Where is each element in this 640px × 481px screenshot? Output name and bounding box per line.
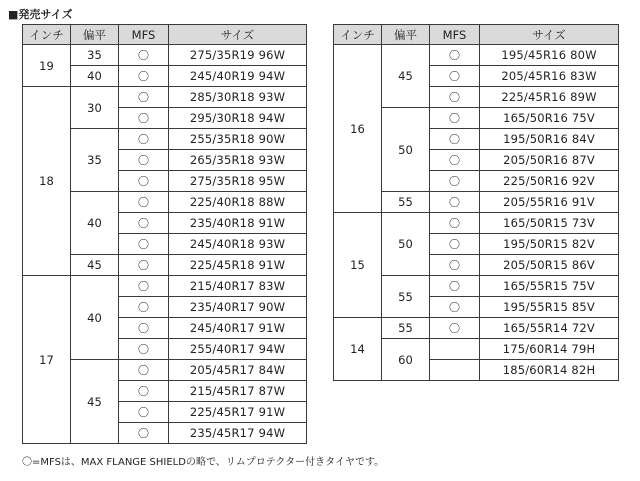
mfs-cell: 〇 (119, 276, 169, 297)
inch-cell: 19 (23, 45, 71, 87)
aspect-cell: 50 (382, 213, 430, 276)
mfs-cell (430, 339, 480, 360)
size-cell: 215/40R17 83W (169, 276, 307, 297)
size-cell: 255/35R18 90W (169, 129, 307, 150)
size-cell: 165/55R15 75V (480, 276, 619, 297)
header-size: サイズ (480, 25, 619, 45)
header-mfs: MFS (430, 25, 480, 45)
mfs-cell: 〇 (430, 255, 480, 276)
mfs-cell: 〇 (119, 318, 169, 339)
header-size: サイズ (169, 25, 307, 45)
size-cell: 255/40R17 94W (169, 339, 307, 360)
mfs-cell: 〇 (430, 150, 480, 171)
size-cell: 245/40R17 91W (169, 318, 307, 339)
aspect-cell: 45 (382, 45, 430, 108)
aspect-cell: 40 (71, 276, 119, 360)
mfs-cell: 〇 (119, 129, 169, 150)
mfs-cell: 〇 (430, 276, 480, 297)
aspect-cell: 45 (71, 360, 119, 444)
mfs-cell (430, 360, 480, 381)
inch-cell: 14 (334, 318, 382, 381)
header-mfs: MFS (119, 25, 169, 45)
size-cell: 235/45R17 94W (169, 423, 307, 444)
mfs-cell: 〇 (430, 45, 480, 66)
aspect-cell: 60 (382, 339, 430, 381)
size-cell: 225/45R16 89W (480, 87, 619, 108)
mfs-cell: 〇 (430, 171, 480, 192)
size-cell: 165/50R16 75V (480, 108, 619, 129)
size-cell: 205/45R17 84W (169, 360, 307, 381)
size-cell: 235/40R17 90W (169, 297, 307, 318)
aspect-cell: 40 (71, 66, 119, 87)
inch-cell: 15 (334, 213, 382, 318)
inch-cell: 18 (23, 87, 71, 276)
mfs-cell: 〇 (119, 66, 169, 87)
aspect-cell: 35 (71, 129, 119, 192)
size-cell: 275/35R19 96W (169, 45, 307, 66)
mfs-cell: 〇 (119, 45, 169, 66)
mfs-cell: 〇 (430, 108, 480, 129)
size-cell: 275/35R18 95W (169, 171, 307, 192)
mfs-cell: 〇 (430, 192, 480, 213)
header-aspect: 偏平 (382, 25, 430, 45)
size-cell: 195/50R15 82V (480, 234, 619, 255)
mfs-cell: 〇 (430, 87, 480, 108)
size-cell: 215/45R17 87W (169, 381, 307, 402)
mfs-cell: 〇 (119, 192, 169, 213)
header-inch: インチ (23, 25, 71, 45)
size-cell: 185/60R14 82H (480, 360, 619, 381)
footnote: 〇=MFSは、MAX FLANGE SHIELDの略で、リムプロテクター付きタイヤです。 (22, 457, 385, 468)
table-row (23, 87, 307, 108)
mfs-cell: 〇 (119, 108, 169, 129)
mfs-cell: 〇 (119, 255, 169, 276)
size-cell: 295/30R18 94W (169, 108, 307, 129)
size-cell: 165/50R15 73V (480, 213, 619, 234)
aspect-cell: 35 (71, 45, 119, 66)
size-table-left (22, 24, 307, 444)
table-row (334, 318, 619, 339)
size-cell: 205/50R16 87V (480, 150, 619, 171)
mfs-cell: 〇 (119, 234, 169, 255)
size-table-right (333, 24, 619, 381)
table-row (334, 45, 619, 66)
mfs-cell: 〇 (119, 360, 169, 381)
inch-cell: 16 (334, 45, 382, 213)
aspect-cell: 45 (71, 255, 119, 276)
size-cell: 205/45R16 83W (480, 66, 619, 87)
inch-cell: 17 (23, 276, 71, 444)
mfs-cell: 〇 (119, 150, 169, 171)
size-cell: 225/45R18 91W (169, 255, 307, 276)
table-row (23, 45, 307, 66)
header-inch: インチ (334, 25, 382, 45)
size-cell: 225/50R16 92V (480, 171, 619, 192)
size-cell: 225/45R17 91W (169, 402, 307, 423)
mfs-cell: 〇 (430, 318, 480, 339)
mfs-cell: 〇 (119, 423, 169, 444)
size-cell: 205/55R16 91V (480, 192, 619, 213)
mfs-cell: 〇 (430, 66, 480, 87)
size-cell: 265/35R18 93W (169, 150, 307, 171)
size-cell: 195/55R15 85V (480, 297, 619, 318)
mfs-cell: 〇 (430, 297, 480, 318)
aspect-cell: 30 (71, 87, 119, 129)
mfs-cell: 〇 (430, 129, 480, 150)
mfs-cell: 〇 (119, 381, 169, 402)
size-cell: 165/55R14 72V (480, 318, 619, 339)
header-row (334, 25, 619, 45)
size-cell: 235/40R18 91W (169, 213, 307, 234)
mfs-cell: 〇 (119, 339, 169, 360)
size-cell: 245/40R18 93W (169, 234, 307, 255)
aspect-cell: 55 (382, 192, 430, 213)
mfs-cell: 〇 (119, 171, 169, 192)
mfs-cell: 〇 (119, 297, 169, 318)
table-row (23, 276, 307, 297)
mfs-cell: 〇 (119, 402, 169, 423)
size-cell: 175/60R14 79H (480, 339, 619, 360)
size-cell: 195/50R16 84V (480, 129, 619, 150)
header-row (23, 25, 307, 45)
aspect-cell: 55 (382, 318, 430, 339)
size-cell: 285/30R18 93W (169, 87, 307, 108)
size-cell: 195/45R16 80W (480, 45, 619, 66)
mfs-cell: 〇 (119, 213, 169, 234)
header-aspect: 偏平 (71, 25, 119, 45)
mfs-cell: 〇 (119, 87, 169, 108)
size-cell: 245/40R19 94W (169, 66, 307, 87)
mfs-cell: 〇 (430, 234, 480, 255)
size-cell: 205/50R15 86V (480, 255, 619, 276)
aspect-cell: 50 (382, 108, 430, 192)
mfs-cell: 〇 (430, 213, 480, 234)
page-title: ■発売サイズ (8, 8, 73, 21)
aspect-cell: 40 (71, 192, 119, 255)
size-cell: 225/40R18 88W (169, 192, 307, 213)
aspect-cell: 55 (382, 276, 430, 318)
table-row (334, 213, 619, 234)
